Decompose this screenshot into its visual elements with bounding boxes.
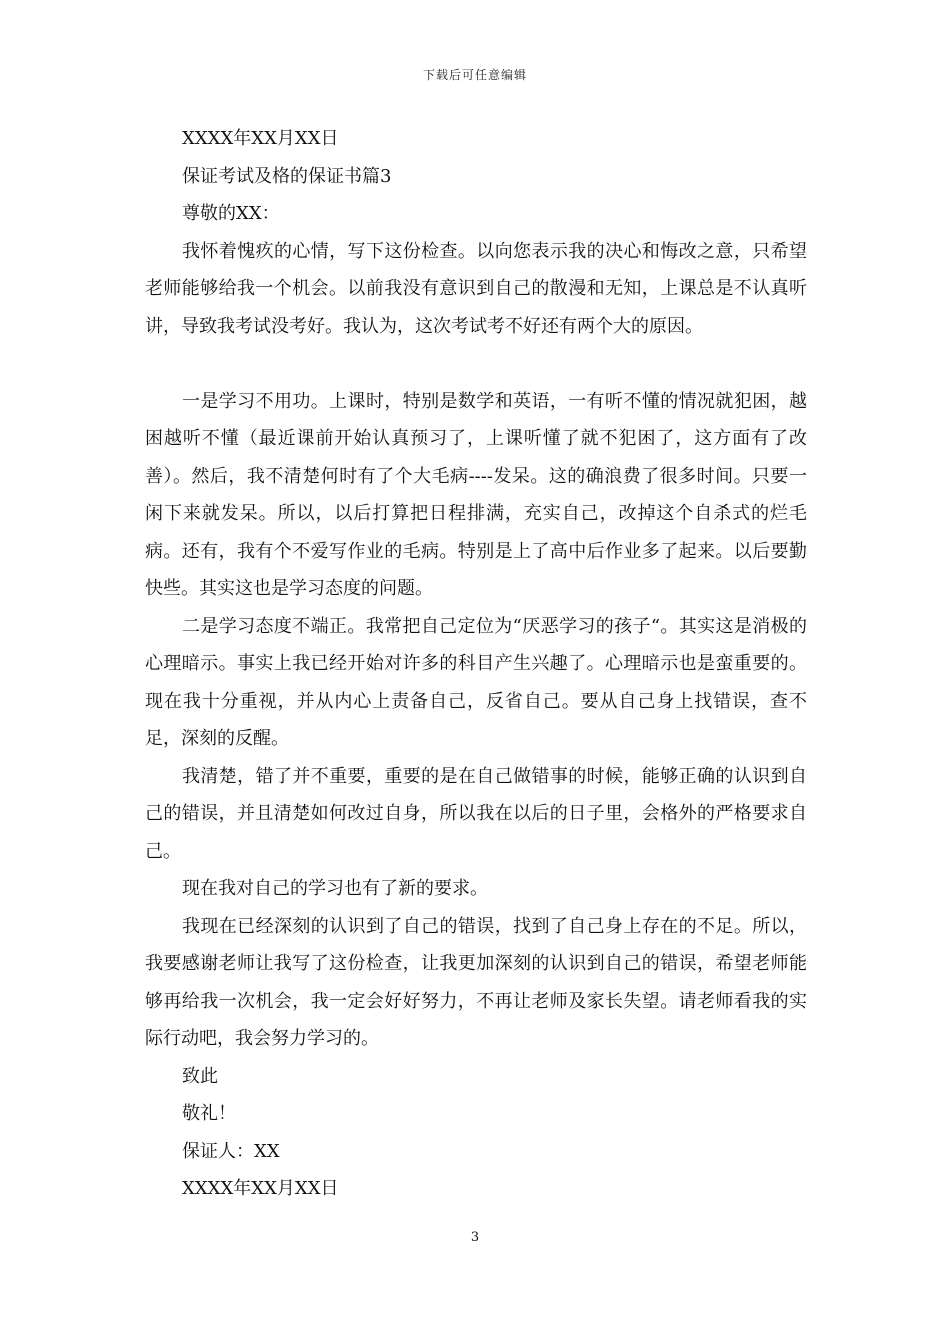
date-bottom: XXXX年XX月XX日 <box>182 1178 339 1199</box>
paragraph-reflection: 我清楚，错了并不重要，重要的是在自己做错事的时候，能够正确的认识到自己的错误，并且清楚如何改过自身，所以我在以后的日子里，会格外的严格要求自己。 <box>145 765 807 862</box>
paragraph-reason-one: 一是学习不用功。上课时，特别是数学和英语，一有听不懂的情况就犯困，越困越听不懂（最近课前开始认真预习了，上课听懂了就不犯困了，这方面有了改善）。然后，我不清楚何时有了个大毛病----发呆。这的确浪费了很多时间。只要一闲下来就发呆。所以，以后打算把日程排满，充实自己，改掉这个自杀式的烂毛病。还有，我有个不爱写作业的毛病。特别是上了高中后作业多了起来。以后要勤快些。其实这也是学习态度的问题。 <box>145 390 807 599</box>
closing-line-1: 致此 <box>182 1065 218 1087</box>
document-body <box>145 120 807 1208</box>
page-number: 3 <box>470 1230 480 1245</box>
paragraph-reason-two: 二是学习态度不端正。我常把自己定位为“厌恶学习的孩子“。其实这是消极的心理暗示。事实上我已经开始对许多的科目产生兴趣了。心理暗示也是蛮重要的。现在我十分重视，并从内心上责备自己，反省自己。要从自己身上找错误，查不足，深刻的反醒。 <box>145 615 807 749</box>
salutation: 尊敬的XX： <box>182 203 280 224</box>
paragraph-intro: 我怀着愧疚的心情，写下这份检查。以向您表示我的决心和悔改之意，只希望老师能够给我一个机会。以前我没有意识到自己的散漫和无知，上课总是不认真听讲，导致我考试没考好。我认为，这次考试考不好还有两个大的原因。 <box>145 240 807 337</box>
closing-line-2: 敬礼！ <box>182 1103 236 1124</box>
document-title: 保证考试及格的保证书篇3 <box>182 165 392 187</box>
paragraph-gap <box>145 345 807 383</box>
paragraph-conclusion: 我现在已经深刻的认识到了自己的错误，找到了自己身上存在的不足。所以，我要感谢老师让我写了这份检查，让我更加深刻的认识到自己的错误，希望老师能够再给我一次机会，我一定会好好努力，不再让老师及家长失望。请老师看我的实际行动吧，我会努力学习的。 <box>145 915 807 1049</box>
date-top: XXXX年XX月XX日 <box>182 128 339 149</box>
signer: 保证人：XX <box>182 1140 280 1162</box>
paragraph-new-requirements: 现在我对自己的学习也有了新的要求。 <box>182 878 488 899</box>
page-header-note: 下载后可任意编辑 <box>422 68 527 82</box>
